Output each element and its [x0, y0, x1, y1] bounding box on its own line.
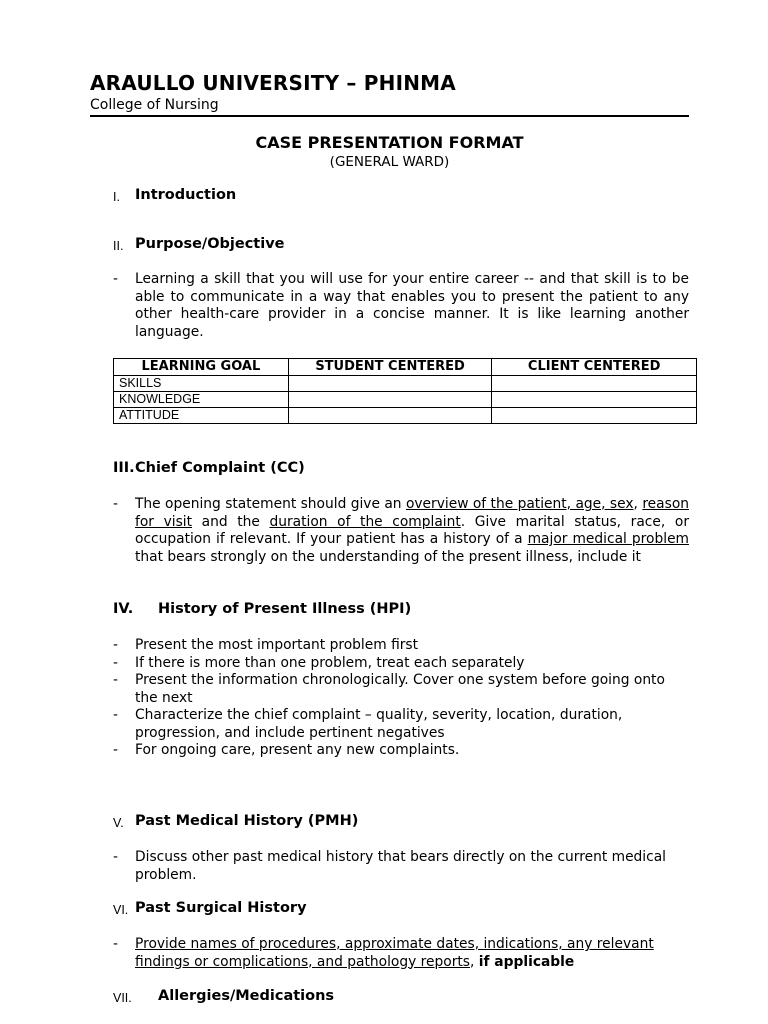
- document-title: CASE PRESENTATION FORMAT: [255, 133, 524, 152]
- section-heading: Past Surgical History: [135, 900, 307, 916]
- section-heading: Introduction: [135, 187, 237, 203]
- bullet-dash: -: [113, 849, 118, 865]
- text-run: and the: [192, 513, 270, 530]
- bullet-dash: -: [113, 707, 118, 723]
- bullet-dash: -: [113, 655, 118, 671]
- underlined-text: Provide names of procedures, approximate dates, indications, any relevant findings or complications, and pathology reports: [135, 936, 654, 970]
- surgical-history-text: [135, 936, 689, 971]
- hpi-bullet: Present the information chronologically. Cover one system before going onto the next: [135, 672, 665, 706]
- table-header-row: [114, 359, 697, 376]
- table-cell-label: ATTITUDE: [114, 408, 289, 424]
- bullet-dash: -: [113, 672, 118, 688]
- table-cell: [492, 376, 697, 392]
- table-header: CLIENT CENTERED: [492, 359, 697, 376]
- text-run: ,: [633, 496, 643, 512]
- university-name: ARAULLO UNIVERSITY – PHINMA: [90, 71, 456, 95]
- underlined-text: duration of the complaint: [269, 513, 461, 530]
- section-heading: Purpose/Objective: [135, 236, 285, 252]
- chief-complaint-text: [135, 496, 689, 566]
- section-number: V.: [113, 816, 124, 830]
- section-heading: Allergies/Medications: [158, 988, 335, 1004]
- section-number: VII.: [113, 991, 132, 1005]
- table-cell-label: SKILLS: [114, 376, 289, 392]
- purpose-text: Learning a skill that you will use for your entire career -- and that skill is to be able to communicate in a way that enables you to present the patient to any other health-care provider in a concise manner. It is like learning another language.: [135, 271, 689, 340]
- bold-text: if applicable: [478, 953, 575, 970]
- section-number: I.: [113, 190, 120, 204]
- hpi-bullet: Present the most important problem first: [135, 637, 419, 653]
- table-cell: [288, 408, 492, 424]
- underlined-text: major medical problem: [527, 531, 689, 547]
- text-run: ,: [469, 953, 479, 970]
- section-heading: Past Medical History (PMH): [135, 813, 359, 829]
- bullet-dash: -: [113, 637, 118, 653]
- header-rule: [90, 115, 689, 117]
- text-run: that bears strongly on the understanding of the present illness, include it: [135, 548, 641, 565]
- hpi-bullet: For ongoing care, present any new complaints.: [135, 742, 460, 758]
- table-cell: [492, 408, 697, 424]
- table-header: STUDENT CENTERED: [288, 359, 492, 376]
- section-number: VI.: [113, 903, 129, 917]
- table-cell: [492, 392, 697, 408]
- table-row: [114, 392, 697, 408]
- section-number: IV.: [113, 601, 134, 617]
- text-run: . Give marital status, race, or occupation if relevant. If your patient has a history of a: [135, 513, 689, 547]
- college-name: College of Nursing: [90, 97, 219, 113]
- section-heading: Chief Complaint (CC): [135, 460, 305, 476]
- hpi-bullet: Characterize the chief complaint – quality, severity, location, duration, progression, and include pertinent negatives: [135, 707, 623, 741]
- bullet-dash: -: [113, 496, 118, 512]
- bullet-dash: -: [113, 936, 118, 952]
- section-heading: History of Present Illness (HPI): [158, 601, 412, 617]
- underlined-text: overview of the patient, age, sex: [405, 496, 634, 512]
- learning-goals-table: [113, 358, 697, 424]
- table-cell: [288, 376, 492, 392]
- document-subtitle: (GENERAL WARD): [329, 154, 450, 170]
- table-row: [114, 376, 697, 392]
- pmh-text: Discuss other past medical history that bears directly on the current medical problem.: [135, 849, 667, 883]
- table-row: [114, 408, 697, 424]
- bullet-dash: -: [113, 742, 118, 758]
- section-number: III.: [113, 460, 135, 476]
- text-run: The opening statement should give an: [135, 496, 406, 512]
- bullet-dash: -: [113, 271, 118, 287]
- table-cell-label: KNOWLEDGE: [114, 392, 289, 408]
- table-header: LEARNING GOAL: [114, 359, 289, 376]
- hpi-bullet: If there is more than one problem, treat each separately: [135, 655, 525, 671]
- section-number: II.: [113, 239, 124, 253]
- table-cell: [288, 392, 492, 408]
- underlined-text: reason for visit: [135, 496, 689, 530]
